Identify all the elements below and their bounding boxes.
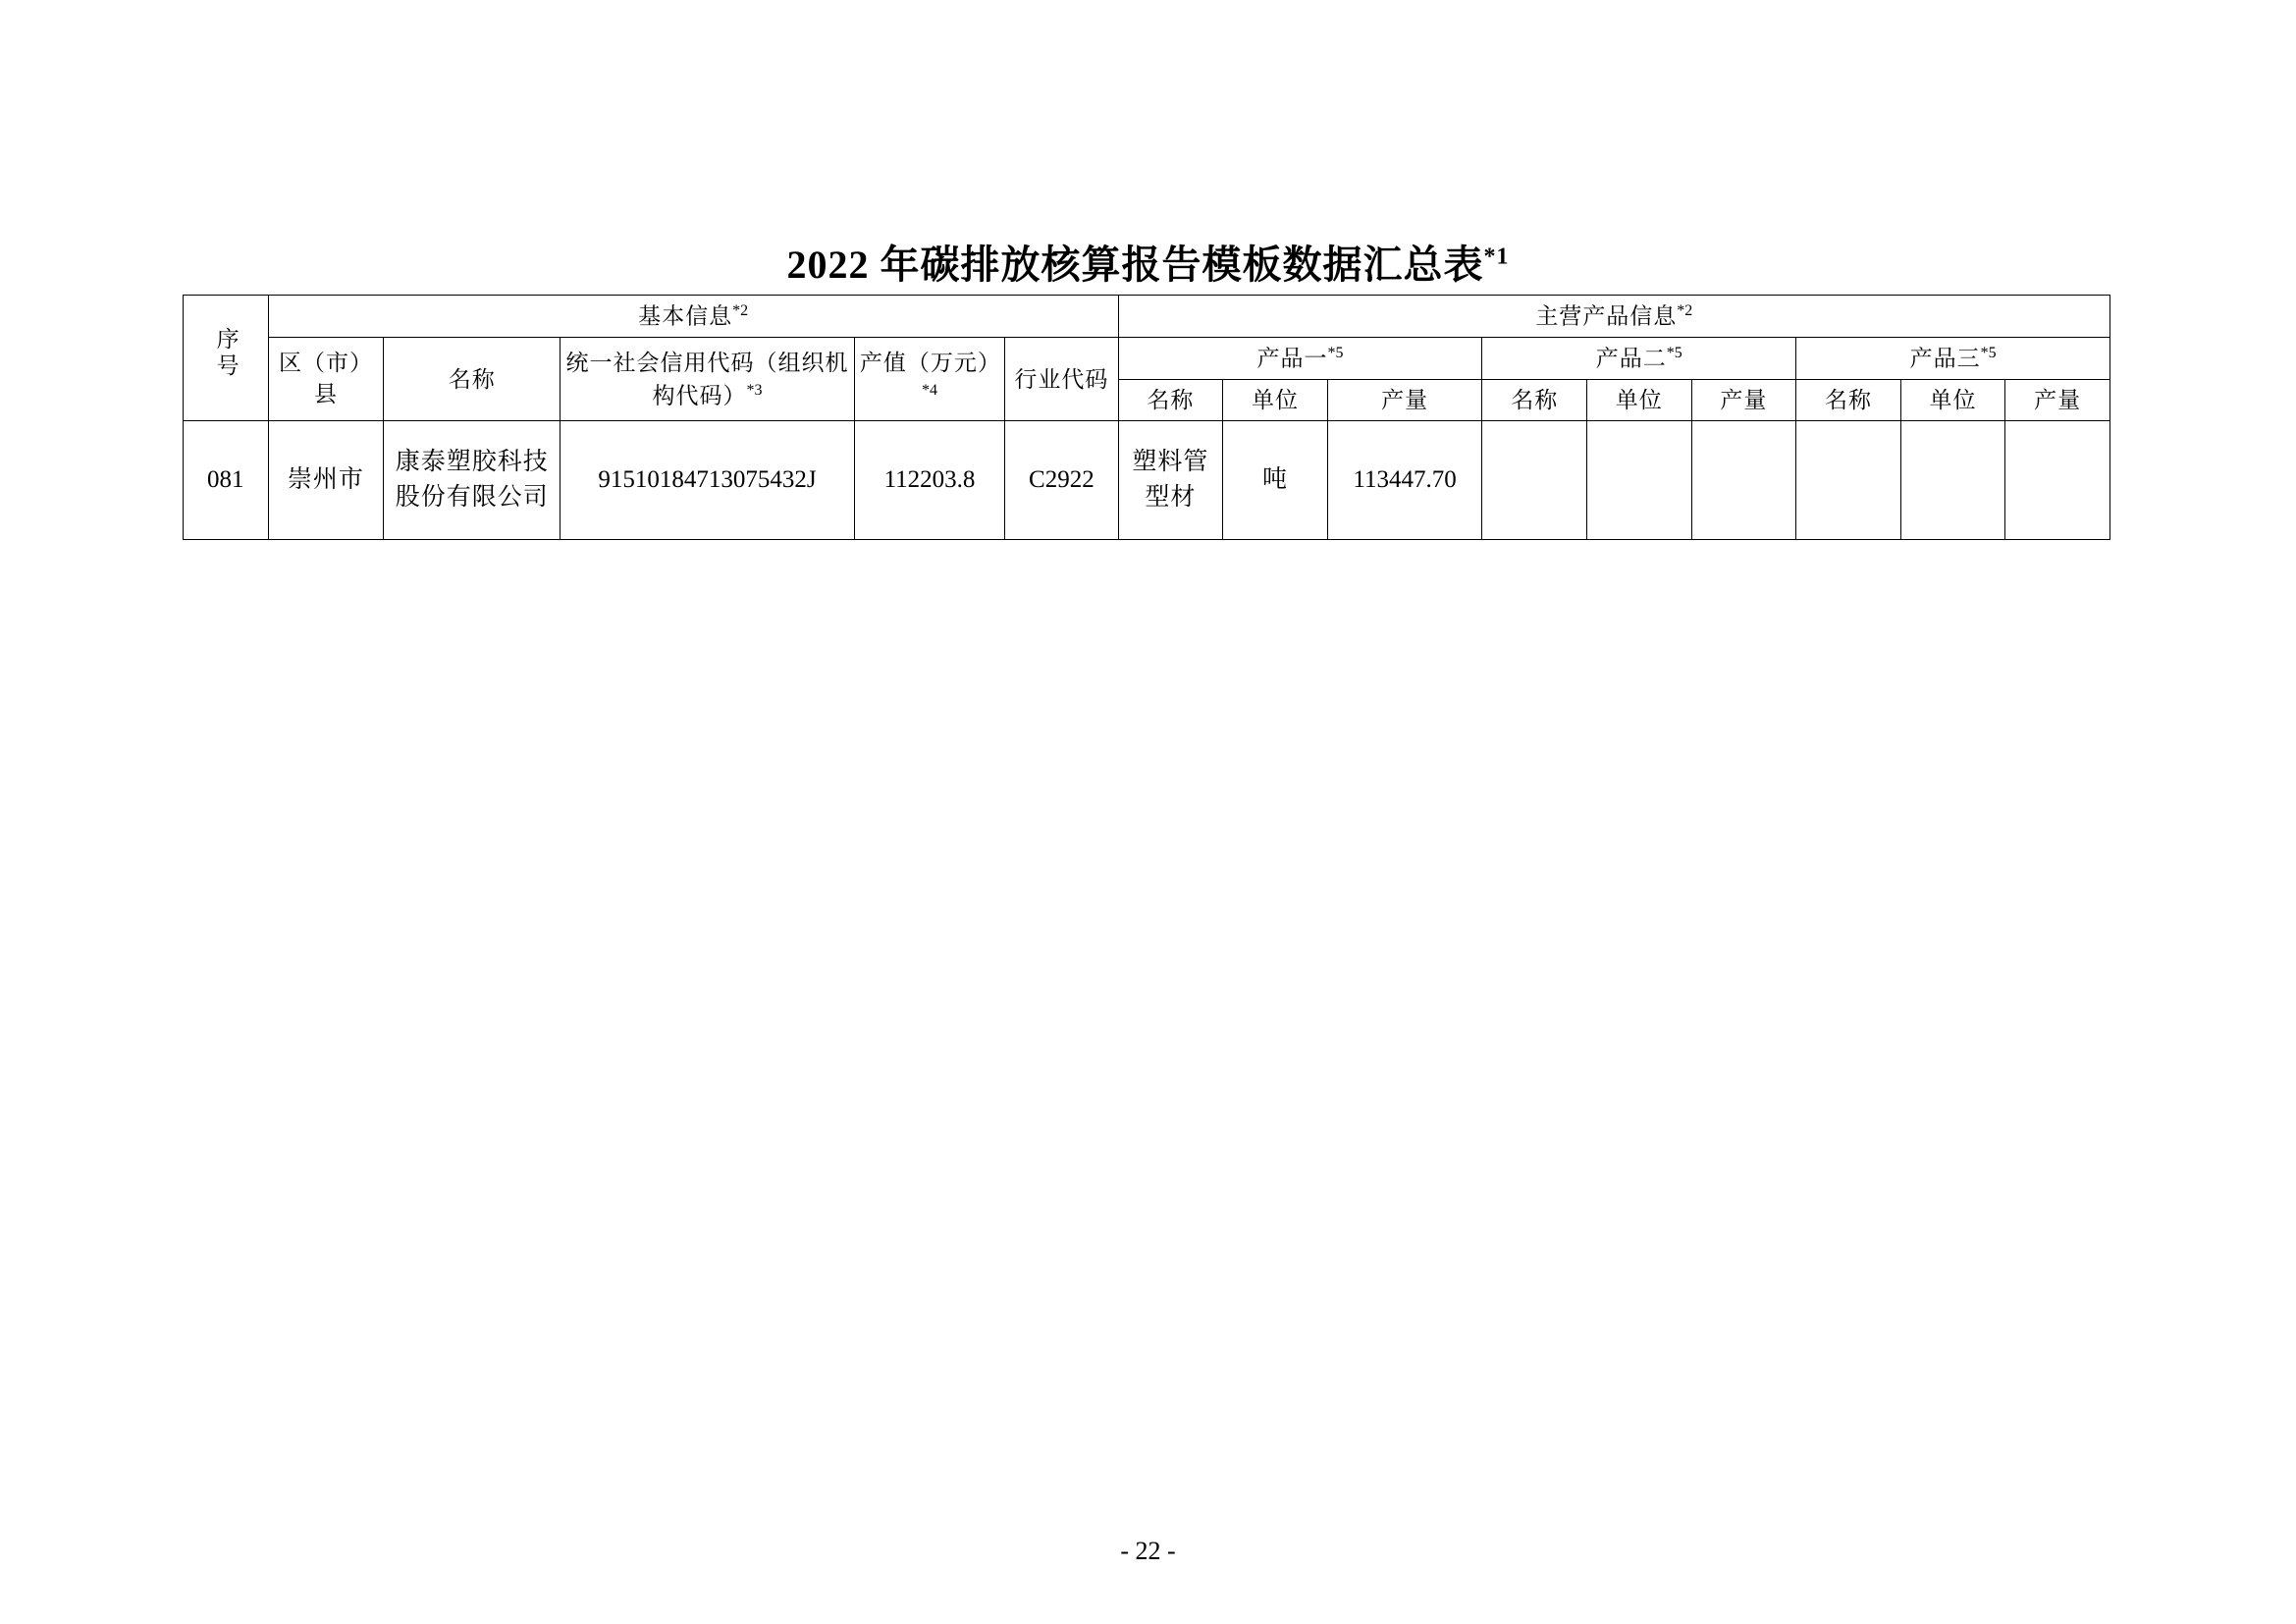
cell-product-2-unit — [1587, 421, 1692, 540]
header-cell-product-2-unit: 单位 — [1587, 380, 1692, 421]
header-group-product-1 — [1118, 338, 1482, 380]
cell-product-2-name — [1482, 421, 1587, 540]
header-cell-name — [384, 338, 561, 421]
cell-product-3-unit — [1900, 421, 2005, 540]
header-cell-district — [268, 338, 384, 421]
header-group-product-info-label: 主营产品信息 — [1535, 303, 1678, 329]
header-group-basic-info-footnote: *2 — [732, 302, 749, 319]
header-product-2-label: 产品二 — [1595, 346, 1667, 371]
header-cell-index — [184, 296, 269, 421]
page-number: - 22 - — [1120, 1537, 1176, 1565]
header-group-product-info-footnote: *2 — [1677, 302, 1693, 319]
header-name-label: 名称 — [448, 366, 496, 392]
cell-output-value: 112203.8 — [854, 421, 1004, 540]
header-cell-industry-code — [1005, 338, 1119, 421]
header-group-product-2 — [1482, 338, 1796, 380]
header-group-basic-info — [268, 296, 1118, 338]
header-cell-output-value — [854, 338, 1004, 421]
header-cell-credit-code — [561, 338, 855, 421]
header-district-label: 区（市）县 — [278, 351, 373, 406]
header-output-value-footnote: *4 — [922, 381, 937, 399]
summary-table — [183, 295, 2110, 540]
table-row — [184, 421, 2110, 540]
header-industry-code-label: 行业代码 — [1014, 366, 1109, 392]
header-cell-product-3-name: 名称 — [1796, 380, 1901, 421]
header-cell-product-2-output: 产量 — [1691, 380, 1796, 421]
cell-product-2-output — [1691, 421, 1796, 540]
cell-index: 081 — [184, 421, 269, 540]
table-header-row-subgroups — [184, 338, 2110, 380]
cell-product-1-unit: 吨 — [1223, 421, 1328, 540]
cell-product-1-name: 塑料管型材 — [1118, 421, 1223, 540]
header-output-value-label: 产值（万元） — [859, 350, 1001, 375]
header-cell-product-1-name: 名称 — [1118, 380, 1223, 421]
header-index-label: 序号 — [213, 327, 239, 380]
header-product-1-footnote: *5 — [1327, 345, 1344, 361]
cell-product-3-name — [1796, 421, 1901, 540]
header-cell-product-3-unit: 单位 — [1900, 380, 2005, 421]
cell-industry-code: C2922 — [1005, 421, 1119, 540]
header-cell-product-2-name: 名称 — [1482, 380, 1587, 421]
page-title-text: 2022 年碳排放核算报告模板数据汇总表 — [786, 243, 1484, 287]
page-title — [0, 234, 2296, 290]
header-product-3-footnote: *5 — [1980, 345, 1997, 361]
header-group-product-3 — [1796, 338, 2110, 380]
page-title-footnote: *1 — [1483, 244, 1510, 270]
cell-product-1-output: 113447.70 — [1327, 421, 1482, 540]
cell-name: 康泰塑胶科技股份有限公司 — [384, 421, 561, 540]
header-group-basic-info-label: 基本信息 — [638, 303, 733, 329]
header-credit-code-label: 统一社会信用代码（组织机构代码） — [565, 350, 849, 408]
header-cell-product-3-output: 产量 — [2005, 380, 2110, 421]
table-header-row-groups — [184, 296, 2110, 338]
header-group-product-info — [1118, 296, 2109, 338]
cell-district: 崇州市 — [268, 421, 384, 540]
header-cell-product-1-output: 产量 — [1327, 380, 1482, 421]
header-cell-product-1-unit: 单位 — [1223, 380, 1328, 421]
header-product-3-label: 产品三 — [1909, 346, 1981, 371]
header-product-1-label: 产品一 — [1256, 346, 1328, 371]
cell-credit-code: 91510184713075432J — [561, 421, 855, 540]
header-product-2-footnote: *5 — [1666, 345, 1682, 361]
header-credit-code-footnote: *3 — [746, 381, 763, 399]
cell-product-3-output — [2005, 421, 2110, 540]
summary-table-container — [183, 295, 2110, 540]
